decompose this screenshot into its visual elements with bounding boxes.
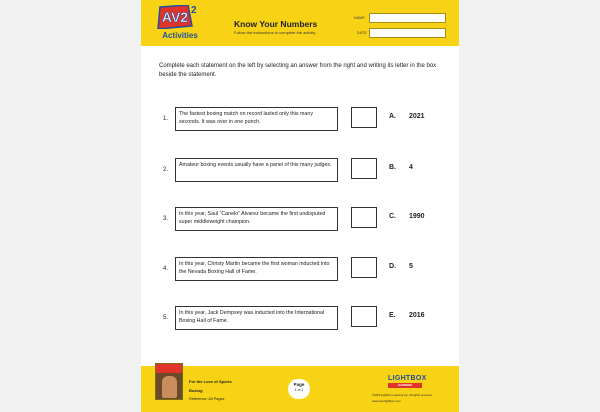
book-cover-image <box>155 363 183 400</box>
av2-logo <box>151 5 207 43</box>
footer-banner <box>141 366 459 412</box>
website-link[interactable]: www.openlightbox.com <box>372 399 401 403</box>
header-banner <box>141 0 459 46</box>
question-row <box>141 158 459 184</box>
option-value: 2016 <box>409 312 425 319</box>
question-number: 2. <box>163 167 169 173</box>
option-letter: B. <box>389 164 396 171</box>
av2-logo-text: AV2 <box>161 9 189 25</box>
question-number: 5. <box>163 315 169 321</box>
question-number: 3. <box>163 216 169 222</box>
statement-box: The fastest boxing match on record lasted only this many seconds. It was over in one punch. <box>175 107 338 131</box>
option-letter: D. <box>389 263 396 270</box>
date-field[interactable] <box>369 28 446 38</box>
answer-box[interactable] <box>351 207 377 228</box>
series-title: For the Love of Sports <box>189 379 232 384</box>
statement-box: In this year, Saul “Canelo” Alvarez became the first undisputed super middleweight champion. <box>175 207 338 231</box>
statement-box: In this year, Jack Dempsey was inducted into the International Boxing Hall of Fame. <box>175 306 338 330</box>
option-value: 5 <box>409 263 413 270</box>
page-badge <box>288 379 310 399</box>
name-label: NAME <box>354 16 365 20</box>
option-letter: E. <box>389 312 396 319</box>
answer-box[interactable] <box>351 158 377 179</box>
question-row <box>141 207 459 233</box>
copyright-text: ©2023 Lightbox Learning Inc. All rights reserved. <box>372 393 433 397</box>
answer-box[interactable] <box>351 257 377 278</box>
page-subtitle: Follow the instructions to complete the activity. <box>234 30 317 35</box>
book-title: Boxing <box>189 388 203 393</box>
option-letter: C. <box>389 213 396 220</box>
instructions-text: Complete each statement on the left by selecting an answer from the right and writing its letter in the box beside the statement. <box>159 63 437 78</box>
statement-box: In this year, Christy Martin became the first woman inducted into the Nevada Boxing Hall of Fame. <box>175 257 338 281</box>
question-number: 4. <box>163 266 169 272</box>
worksheet-page <box>141 0 459 412</box>
answer-box[interactable] <box>351 306 377 327</box>
question-number: 1. <box>163 116 169 122</box>
question-row <box>141 306 459 332</box>
boxer-figure <box>162 376 177 398</box>
date-label: DATE <box>357 31 367 35</box>
av2-logo-mark <box>157 5 193 29</box>
option-letter: A. <box>389 113 396 120</box>
lightbox-logo-sub: LEARNING <box>388 383 422 388</box>
reference-text: Reference: All Pages <box>189 397 225 401</box>
activities-label: Activities <box>162 31 198 40</box>
av2-logo-superscript: 2 <box>191 5 197 16</box>
option-value: 1990 <box>409 213 425 220</box>
page-label: Page <box>293 382 305 387</box>
book-cover-band <box>156 364 182 373</box>
page-number: 1 of 1 <box>294 388 304 392</box>
option-value: 2021 <box>409 113 425 120</box>
option-value: 4 <box>409 164 413 171</box>
name-field[interactable] <box>369 13 446 23</box>
lightbox-logo: LIGHTBOX <box>388 375 427 382</box>
question-row <box>141 107 459 133</box>
answer-box[interactable] <box>351 107 377 128</box>
page-title: Know Your Numbers <box>234 19 318 29</box>
question-row <box>141 257 459 283</box>
statement-box: Amateur boxing events usually have a panel of this many judges. <box>175 158 338 182</box>
